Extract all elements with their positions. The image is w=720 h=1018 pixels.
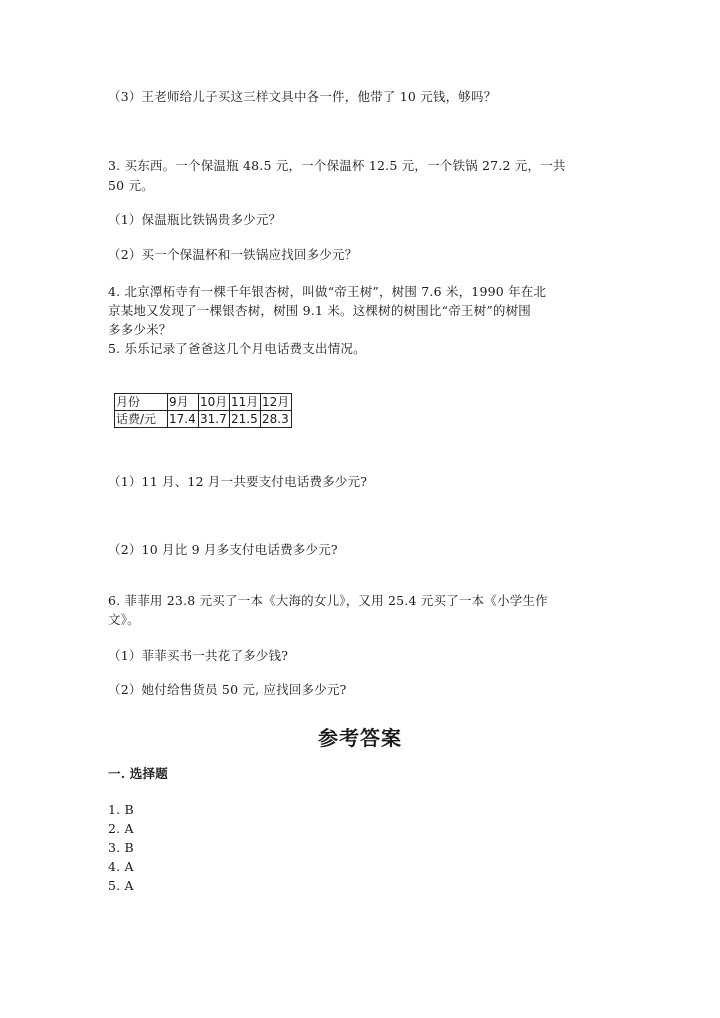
question-6-line-2: 文》。	[108, 612, 140, 627]
table-header-row	[115, 394, 292, 411]
question-3-line-1: 3. 买东西。一个保温瓶 48.5 元，一个保温杯 12.5 元，一个铁锅 27.2 元，一共	[108, 158, 566, 173]
table-cell: 28.3	[261, 411, 292, 428]
table-cell: 12月	[261, 394, 292, 411]
question-5-part-1: （1）11 月、12 月一共要支付电话费多少元?	[108, 474, 368, 489]
phone-fee-table	[114, 393, 292, 428]
question-4-line-3: 多多少米？	[108, 322, 172, 337]
question-3-part-2: （2）买一个保温杯和一铁锅应找回多少元？	[108, 247, 358, 262]
answers-title: 参考答案	[318, 726, 402, 750]
table-cell: 10月	[199, 394, 230, 411]
question-5-line-1: 5. 乐乐记录了爸爸这几个月电话费支出情况。	[108, 341, 366, 356]
table-cell: 17.4	[168, 411, 199, 428]
question-4-line-2: 京某地又发现了一棵银杏树，树围 9.1 米。这棵树的树围比“帝王树”的树围	[108, 303, 532, 318]
answer-item: 1. B	[108, 802, 134, 817]
question-2-part-3: （3）王老师给儿子买这三样文具中各一件，他带了 10 元钱，够吗？	[108, 89, 497, 104]
table-cell: 月份	[115, 394, 168, 411]
answers-section-heading: 一. 选择题	[108, 766, 168, 781]
question-5-part-2: （2）10 月比 9 月多支付电话费多少元?	[108, 542, 338, 557]
answer-item: 4. A	[108, 859, 134, 874]
table-cell: 21.5	[230, 411, 261, 428]
answer-item: 3. B	[108, 840, 134, 855]
table-cell: 11月	[230, 394, 261, 411]
table-cell: 话费/元	[115, 411, 168, 428]
question-6-part-2: （2）她付给售货员 50 元, 应找回多少元?	[108, 682, 347, 697]
table-cell: 31.7	[199, 411, 230, 428]
answer-item: 5. A	[108, 878, 134, 893]
table-cell: 9月	[168, 394, 199, 411]
question-4-line-1: 4. 北京潭柘寺有一棵千年银杏树，叫做“帝王树”，树围 7.6 米，1990 年在北	[108, 284, 547, 299]
question-6-line-1: 6. 菲菲用 23.8 元买了一本《大海的女儿》，又用 25.4 元买了一本《小学生作	[108, 593, 548, 608]
question-6-part-1: （1）菲菲买书一共花了多少钱?	[108, 648, 289, 663]
answer-item: 2. A	[108, 821, 134, 836]
table-row	[115, 411, 292, 428]
question-3-line-2: 50 元。	[108, 178, 154, 193]
question-3-part-1: （1）保温瓶比铁锅贵多少元？	[108, 212, 282, 227]
